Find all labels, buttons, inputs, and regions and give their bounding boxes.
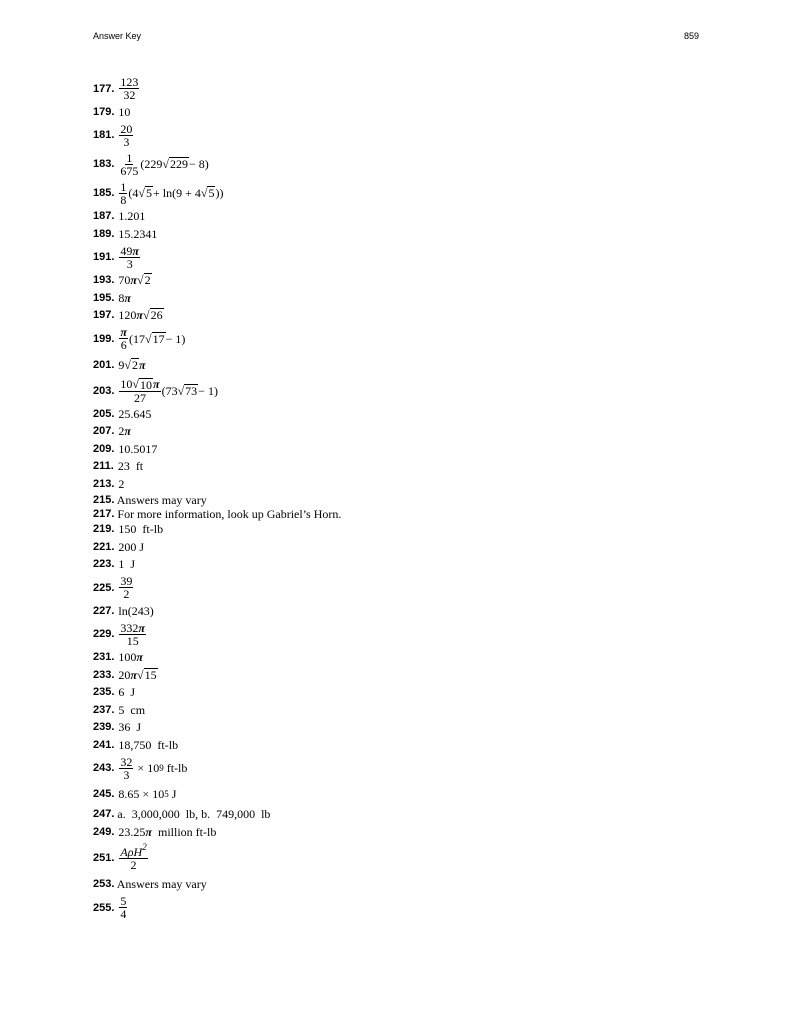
answer-number: 197 [93, 309, 112, 322]
answer-number: 189 [93, 227, 112, 240]
answer-number: 179 [93, 105, 112, 118]
answer-199: 199 . $\frac{\pi}{6}$ (17 √ 17 − 1) [93, 325, 186, 352]
answer-245: 245 . 8.65 × 10 5 J [93, 787, 177, 801]
radical: √ 10 [132, 376, 153, 392]
answer-251: 251 . $\frac{A\rho H^2}{2}$ [93, 841, 147, 872]
fraction: $\frac{1}{675}$ [120, 150, 139, 178]
answer-number: 209 [93, 442, 112, 455]
answer-number: 233 [93, 668, 112, 681]
answer-number: 247 [93, 808, 112, 821]
answer-239: 239 . 36 J [93, 720, 142, 735]
answer-number: 193 [93, 274, 112, 287]
answer-225: 225 . $\frac{39}{2}$ [93, 574, 133, 601]
answer-value: 15.2341 [118, 226, 158, 241]
answer-203: 203 . 10 √ 10 π 27 (73 √ 73 − 1) [93, 376, 218, 405]
fraction: 10 √ 10 π 27 [120, 376, 160, 405]
answer-241: 241 . 18,750 ft-lb [93, 737, 179, 752]
answer-number: 213 [93, 477, 112, 490]
answer-number: 231 [93, 651, 112, 664]
answer-number: 249 [93, 825, 112, 838]
answer-number: 195 [93, 291, 112, 304]
answer-243: 243 . $\frac{32}{3}$ × 10 9 ft-lb [93, 754, 188, 782]
answer-207: 207 . 2 π [93, 424, 131, 439]
radical: √ 5 [200, 186, 215, 200]
answer-number: 235 [93, 686, 112, 699]
running-title: Answer Key [93, 31, 142, 41]
answer-179: 179 . 10 [93, 104, 131, 119]
answer-number: 203 [93, 384, 112, 397]
answer-237: 237 . 5 cm [93, 702, 146, 717]
answer-181: 181 . $\frac{20}{3}$ [93, 121, 133, 149]
answer-value: For more information, look up Gabriel’s Horn. [114, 506, 342, 521]
answer-number: 221 [93, 540, 112, 553]
fraction: $\frac{332\pi}{15}$ [120, 620, 145, 648]
answer-number: 239 [93, 721, 112, 734]
answer-list [93, 74, 653, 922]
fraction: $\frac{32}{3}$ [120, 754, 133, 782]
answer-249: 249 . 23.25 π million ft-lb [93, 824, 217, 839]
answer-number: 201 [93, 358, 112, 371]
answer-value: Answers may vary [114, 877, 207, 892]
answer-187: 187 . 1.201 [93, 209, 146, 224]
fraction: $\frac{5}{4}$ [120, 894, 127, 921]
answer-number: 183 [93, 158, 112, 170]
answer-215: 215 . Answers may vary [93, 492, 207, 507]
answer-number: 207 [93, 425, 112, 438]
page-header [93, 31, 699, 45]
answer-value: 5 cm [118, 702, 146, 717]
answer-value: 1 J [118, 557, 136, 572]
fraction: $\frac{A\rho H^2}{2}$ [120, 841, 147, 872]
page-number: 859 [683, 31, 699, 41]
radical: √ 229 [162, 157, 189, 171]
answer-185: 185 . $\frac{1}{8}$ (4 √ 5 + ln(9 + 4 √ 5 )) [93, 179, 224, 207]
answer-219: 219 . 150 ft-lb [93, 522, 164, 537]
radical: √ 17 [144, 331, 165, 346]
fraction: $\frac{20}{3}$ [120, 121, 133, 149]
answer-201: 201 . 9 √ 2 π [93, 357, 146, 372]
answer-number: 245 [93, 788, 112, 800]
fraction: $\frac{39}{2}$ [120, 574, 133, 601]
answer-211: 211 . 23 ft [93, 459, 144, 474]
radical: √ 26 [142, 308, 163, 323]
fraction: $\frac{123}{32}$ [120, 75, 139, 102]
answer-value: 150 ft-lb [118, 522, 164, 537]
answer-value: 23 ft [117, 459, 144, 474]
answer-number: 251 [93, 852, 112, 864]
answer-number: 211 [93, 460, 111, 473]
answer-number: 215 [93, 493, 112, 506]
answer-number: 199 [93, 332, 112, 345]
answer-value: Answers may vary [114, 492, 207, 507]
answer-number: 219 [93, 523, 112, 536]
answer-value: 25.645 [118, 406, 152, 421]
fraction: $\frac{49\pi}{3}$ [120, 243, 139, 271]
answer-number: 217 [93, 507, 112, 520]
answer-number: 187 [93, 210, 112, 223]
answer-number: 241 [93, 738, 112, 751]
answer-number: 205 [93, 407, 112, 420]
answer-number: 243 [93, 762, 112, 774]
answer-value: 6 J [118, 685, 136, 700]
answer-193: 193 . 70 π √ 2 [93, 273, 151, 288]
answer-183: 183 . $\frac{1}{675}$ (229 √ 229 − 8) [93, 150, 209, 178]
answer-209: 209 . 10.5017 [93, 441, 158, 456]
radical: √ 73 [177, 383, 198, 398]
answer-value: 10 [118, 104, 131, 119]
fraction: $\frac{1}{8}$ [120, 179, 127, 207]
answer-223: 223 . 1 J [93, 557, 136, 572]
answer-247: 247 . a. 3,000,000 lb, b. 749,000 lb [93, 807, 271, 822]
radical: √ 2 [136, 273, 151, 288]
answer-number: 255 [93, 901, 112, 914]
answer-205: 205 . 25.645 [93, 406, 152, 421]
answer-255: 255 . $\frac{5}{4}$ [93, 894, 127, 921]
answer-191: 191 . $\frac{49\pi}{3}$ [93, 243, 139, 271]
answer-177: 177 . $\frac{123}{32}$ [93, 75, 139, 102]
answer-253: 253 . Answers may vary [93, 877, 207, 892]
answer-number: 229 [93, 628, 112, 640]
answer-number: 177 [93, 82, 112, 95]
answer-221: 221 . 200 J [93, 539, 145, 554]
answer-213: 213 . 2 [93, 476, 125, 491]
answer-value: 2 [118, 476, 125, 491]
fraction: $\frac{\pi}{6}$ [120, 325, 127, 352]
radical: √ 2 [124, 357, 139, 372]
answer-number: 253 [93, 878, 112, 891]
radical: √ 5 [138, 186, 153, 200]
answer-value: 18,750 ft-lb [118, 737, 179, 752]
answer-number: 225 [93, 581, 112, 594]
answer-235: 235 . 6 J [93, 685, 136, 700]
answer-number: 191 [93, 251, 112, 263]
answer-number: 181 [93, 129, 112, 141]
answer-195: 195 . 8 π [93, 290, 131, 305]
answer-number: 237 [93, 703, 112, 716]
answer-value: 1.201 [118, 209, 146, 224]
answer-value: 200 J [118, 539, 145, 554]
answer-number: 227 [93, 604, 112, 617]
answer-217: 217 . For more information, look up Gabriel’s Horn. [93, 506, 342, 521]
answer-227: 227 . ln(243) [93, 603, 154, 618]
answer-231: 231 . 100 π [93, 650, 143, 665]
answer-233: 233 . 20 π √ 15 [93, 667, 157, 682]
answer-number: 223 [93, 558, 112, 571]
answer-189: 189 . 15.2341 [93, 226, 158, 241]
answer-value: 10.5017 [118, 441, 158, 456]
answer-value: a. 3,000,000 lb, b. 749,000 lb [114, 807, 271, 822]
answer-number: 185 [93, 187, 112, 199]
answer-value: 36 J [118, 720, 142, 735]
radical: √ 15 [136, 667, 157, 682]
answer-197: 197 . 120 π √ 26 [93, 308, 163, 323]
answer-229: 229 . $\frac{332\pi}{15}$ [93, 620, 145, 648]
answer-value: ln(243) [118, 603, 154, 618]
